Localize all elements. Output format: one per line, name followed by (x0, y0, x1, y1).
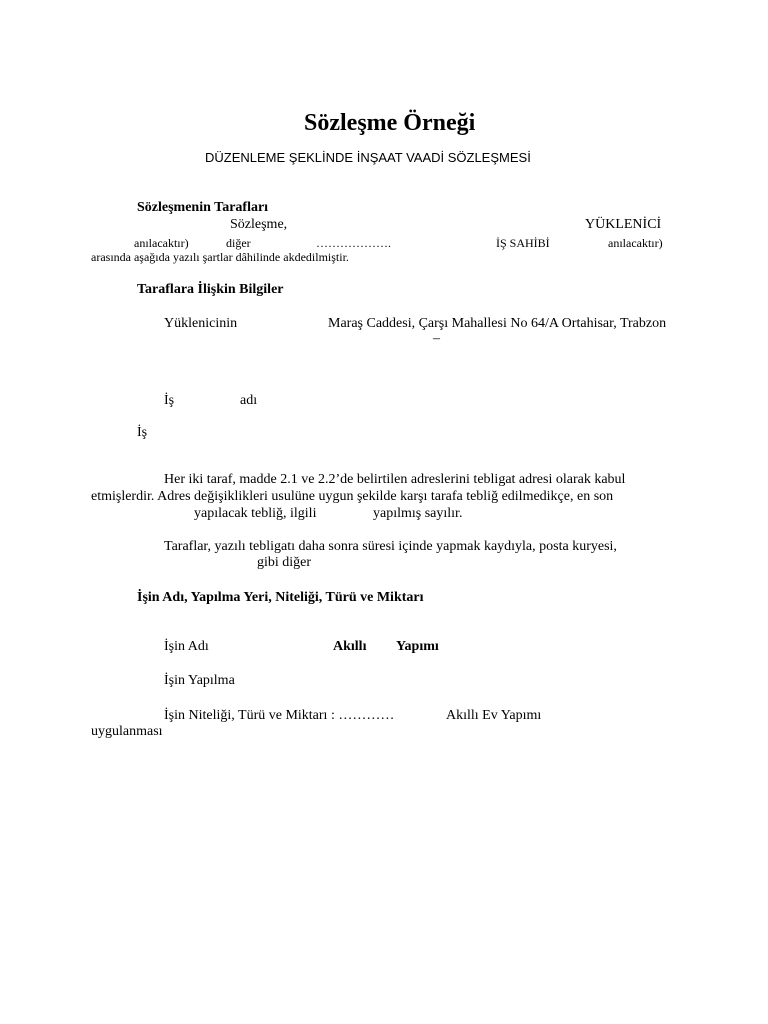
parties-anilacaktir-1: anılacaktır) (134, 236, 189, 250)
parties-arasinda: arasında aşağıda yazılı şartlar dâhilinde akdedilmiştir. (91, 250, 349, 264)
work-nitelik-value: Akıllı Ev Yapımı (446, 708, 542, 723)
parties-yuklenici: YÜKLENİCİ (585, 217, 662, 232)
info-dash: – (433, 331, 440, 346)
notice-p1-line3b: yapılmış sayılır. (373, 506, 463, 521)
work-isin-yapilma: İşin Yapılma (164, 673, 235, 688)
work-heading: İşin Adı, Yapılma Yeri, Niteliği, Türü ve Miktarı (137, 590, 424, 605)
info-yuklenicinin: Yüklenicinin (164, 316, 238, 331)
work-isin-adi: İşin Adı (164, 639, 209, 654)
info-adi: adı (240, 393, 258, 408)
parties-diger: diğer (226, 236, 251, 250)
document-subtitle: DÜZENLEME ŞEKLİNDE İNŞAAT VAADİ SÖZLEŞMESİ (205, 150, 531, 165)
page-title: Sözleşme Örneği (304, 110, 476, 136)
work-yapimi: Yapımı (396, 639, 439, 654)
notice-p1-line2: etmişlerdir. Adres değişiklikleri usulüne uygun şekilde karşı tarafa tebliğ edilmedikçe, en son (91, 489, 614, 504)
notice-p1-line1: Her iki taraf, madde 2.1 ve 2.2’de belirtilen adreslerini tebligat adresi olarak kabul (164, 472, 626, 487)
work-uygulanmasi: uygulanması (91, 724, 163, 739)
info-is-2: İş (137, 425, 148, 440)
parties-sozlesme: Sözleşme, (230, 217, 288, 232)
work-nitelik-label: İşin Niteliği, Türü ve Miktarı : ………… (164, 708, 395, 723)
notice-p1-line3a: yapılacak tebliğ, ilgili (194, 506, 317, 521)
notice-p2-line1: Taraflar, yazılı tebligatı daha sonra süresi içinde yapmak kaydıyla, posta kuryesi, (164, 539, 617, 554)
parties-anilacaktir-2: anılacaktır) (608, 236, 663, 250)
info-is-1: İş (164, 393, 175, 408)
parties-heading: Sözleşmenin Tarafları (137, 200, 269, 215)
notice-p2-line2: gibi diğer (257, 555, 312, 570)
work-akilli: Akıllı (333, 639, 367, 654)
parties-dots: ………………. (316, 236, 391, 250)
parties-is-sahibi: İŞ SAHİBİ (496, 236, 550, 250)
info-address: Maraş Caddesi, Çarşı Mahallesi No 64/A Ortahisar, Trabzon (328, 316, 667, 331)
info-heading: Taraflara İlişkin Bilgiler (137, 282, 284, 297)
